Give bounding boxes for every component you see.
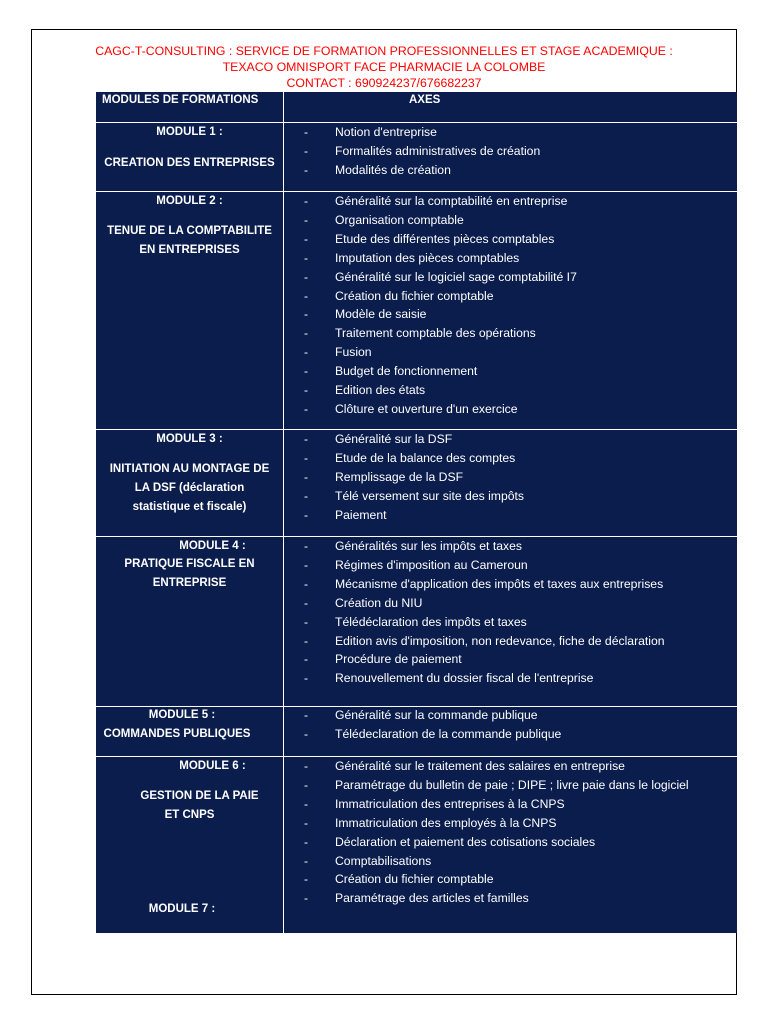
column-header-modules: MODULES DE FORMATIONS <box>102 94 259 106</box>
axis-item: - Généralité sur la comptabilité en entreprise <box>304 192 577 211</box>
module-5-number: MODULE 5 : <box>148 709 216 721</box>
axis-item: - Notion d'entreprise <box>304 123 540 142</box>
column-header-axes: AXES <box>409 94 441 106</box>
module-4-number: MODULE 4 : <box>179 540 246 552</box>
axis-item: - Edition des états <box>304 381 577 400</box>
module-2-number: MODULE 2 : <box>156 195 223 207</box>
axis-item: - Déclaration et paiement des cotisations sociales <box>304 833 689 852</box>
axis-item: - Modèle de saisie <box>304 305 577 324</box>
module-5-axes <box>304 706 561 744</box>
axis-item: - Comptabilisations <box>304 852 689 871</box>
column-divider <box>283 92 284 933</box>
module-3-number: MODULE 3 : <box>156 433 223 445</box>
axis-item: - Mécanisme d'application des impôts et taxes aux entreprises <box>304 575 665 594</box>
header-address-line: TEXACO OMNISPORT FACE PHARMACIE LA COLOMBE <box>222 60 546 74</box>
axis-item: - Régimes d'imposition au Cameroun <box>304 556 665 575</box>
header-contact-line: CONTACT : 690924237/676682237 <box>286 76 482 90</box>
axis-item: - Généralité sur la DSF <box>304 430 524 449</box>
axis-item: - Immatriculation des entreprises à la CNPS <box>304 795 689 814</box>
axis-item: - Création du fichier comptable <box>304 870 689 889</box>
axis-item: - Création du NIU <box>304 594 665 613</box>
module-6-axes <box>304 757 689 908</box>
axis-item: - Paiement <box>304 506 524 525</box>
module-2-title-line-2: EN ENTREPRISES <box>139 244 240 256</box>
axis-item: - Fusion <box>304 343 577 362</box>
module-4-title-line-1: PRATIQUE FISCALE EN <box>124 558 255 570</box>
axis-item: - Généralités sur les impôts et taxes <box>304 537 665 556</box>
modules-table <box>96 92 737 933</box>
module-3-axes <box>304 430 524 525</box>
axis-item: - Généralité sur le logiciel sage comptabilité I7 <box>304 268 577 287</box>
axis-item: - Clôture et ouverture d'un exercice <box>304 400 577 419</box>
axis-item: - Organisation comptable <box>304 211 577 230</box>
axis-item: - Formalités administratives de création <box>304 142 540 161</box>
axis-item: - Edition avis d'imposition, non redevance, fiche de déclaration <box>304 632 665 651</box>
module-4-axes <box>304 537 665 688</box>
header <box>31 43 737 91</box>
axis-item: - Télédeclaration de la commande publique <box>304 725 561 744</box>
module-2-axes <box>304 192 577 419</box>
axis-item: - Création du fichier comptable <box>304 287 577 306</box>
module-5-title: COMMANDES PUBLIQUES <box>103 728 251 740</box>
module-4-title-line-2: ENTREPRISE <box>152 577 227 589</box>
axis-item: - Etude des différentes pièces comptables <box>304 230 577 249</box>
module-1-axes <box>304 123 540 180</box>
axis-item: - Télédéclaration des impôts et taxes <box>304 613 665 632</box>
module-2-title-line-1: TENUE DE LA COMPTABILITE <box>107 225 272 237</box>
axis-item: - Procédure de paiement <box>304 650 665 669</box>
axis-item: - Budget de fonctionnement <box>304 362 577 381</box>
axis-item: - Paramétrage du bulletin de paie ; DIPE ; livre paie dans le logiciel <box>304 776 689 795</box>
axis-item: - Généralité sur le traitement des salaires en entreprise <box>304 757 689 776</box>
axis-item: - Immatriculation des employés à la CNPS <box>304 814 689 833</box>
module-6-title-line-1: GESTION DE LA PAIE <box>140 790 259 802</box>
module-3-title-line-1: INITIATION AU MONTAGE DE <box>109 463 270 475</box>
module-7-number: MODULE 7 : <box>148 903 216 915</box>
axis-item: - Traitement comptable des opérations <box>304 324 577 343</box>
module-1-number: MODULE 1 : <box>156 126 223 138</box>
module-6-number: MODULE 6 : <box>179 760 246 772</box>
axis-item: - Remplissage de la DSF <box>304 468 524 487</box>
axis-item: - Paramétrage des articles et familles <box>304 889 689 908</box>
module-1-title: CREATION DES ENTREPRISES <box>104 157 275 169</box>
axis-item: - Imputation des pièces comptables <box>304 249 577 268</box>
axis-item: - Renouvellement du dossier fiscal de l'entreprise <box>304 669 665 688</box>
axis-item: - Généralité sur la commande publique <box>304 706 561 725</box>
module-6-title-line-2: ET CNPS <box>164 809 215 821</box>
header-company-line: CAGC-T-CONSULTING : SERVICE DE FORMATION PROFESSIONNELLES ET STAGE ACADEMIQUE : <box>95 44 673 58</box>
module-3-title-line-2: LA DSF (déclaration <box>134 482 245 494</box>
axis-item: - Télé versement sur site des impôts <box>304 487 524 506</box>
axis-item: - Modalités de création <box>304 161 540 180</box>
module-3-title-line-3: statistique et fiscale) <box>132 501 247 513</box>
axis-item: - Etude de la balance des comptes <box>304 449 524 468</box>
